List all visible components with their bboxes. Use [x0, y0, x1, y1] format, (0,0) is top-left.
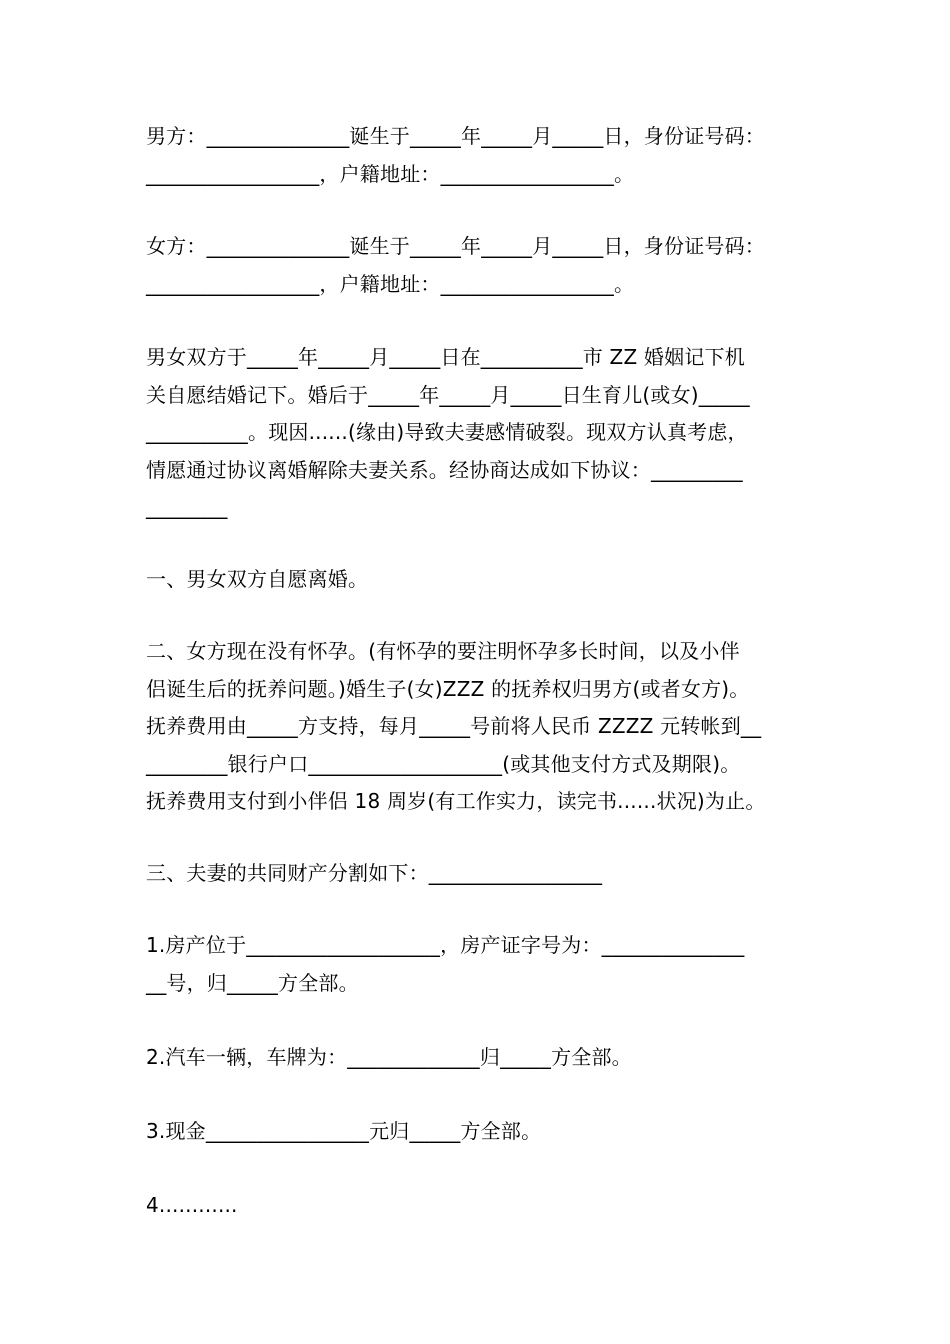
text-line: 二、女方现在没有怀孕。(有怀孕的要注明怀孕多长时间，以及小伴: [146, 639, 740, 663]
text-line: __________。现因......(缘由)导致夫妻感情破裂。现双方认真考虑，: [146, 420, 748, 444]
text-line: 1.房产位于___________________，房产证字号为：______________: [146, 933, 745, 957]
text-line: 3.现金________________元归_____方全部。: [146, 1119, 542, 1143]
text-line: 女方：______________诞生于_____年_____月_____日，身份证号码：: [146, 234, 765, 258]
text-line: __号，归_____方全部。: [146, 971, 359, 995]
text-line: 男方：______________诞生于_____年_____月_____日，身份证号码：: [146, 124, 765, 148]
text-line: ________: [146, 495, 228, 519]
text-line: 抚养费用由_____方支持，每月_____号前将人民币 ZZZZ 元转帐到__: [146, 714, 762, 738]
text-line: 4............: [146, 1193, 238, 1217]
text-line: 侣诞生后的抚养问题。)婚生子(女)ZZZ 的抚养权归男方(或者女方)。: [146, 677, 750, 701]
text-line: 一、男女双方自愿离婚。: [146, 567, 369, 591]
text-line: 情愿通过协议离婚解除夫妻关系。经协商达成如下协议：_________: [146, 458, 743, 482]
text-line: _________________，户籍地址：_________________。: [146, 162, 635, 186]
text-line: 关自愿结婚记下。婚后于_____年_____月_____日生育儿(或女)_____: [146, 383, 750, 407]
text-line: _________________，户籍地址：_________________。: [146, 272, 635, 296]
text-line: 2.汽车一辆，车牌为：_____________归_____方全部。: [146, 1045, 632, 1069]
text-line: 男女双方于_____年_____月_____日在__________市 ZZ 婚姻记下机: [146, 345, 745, 369]
text-line: 三、夫妻的共同财产分割如下：_________________: [146, 861, 603, 885]
text-line: 抚养费用支付到小伴侣 18 周岁(有工作实力，读完书......状况)为止。: [146, 789, 766, 813]
text-line: ________银行户口___________________(或其他支付方式及期限)。: [146, 752, 741, 776]
